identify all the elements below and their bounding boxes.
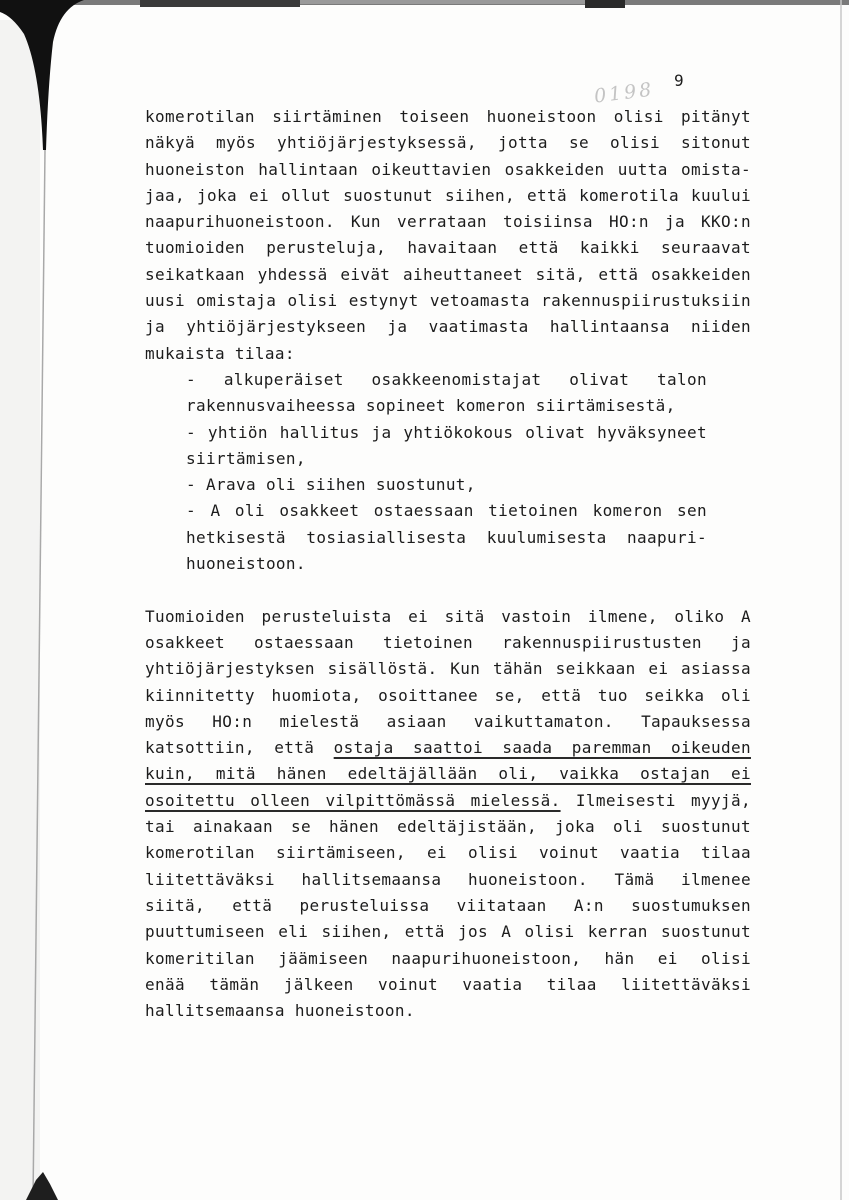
list-item-line: - yhtiön hallitus ja yhtiökokous olivat hyväksyneet [186, 422, 707, 442]
text-line: komerotilan siirtämiseen, ei olisi voinut vaatia tilaa [145, 843, 751, 863]
text-line: mukaista tilaa: [145, 343, 295, 363]
text-line: Tuomioiden perusteluista ei sitä vastoin ilmene, oliko A [145, 606, 751, 626]
text-line: uusi omistaja olisi estynyt vetoamasta rakennuspiirustuksiin [145, 291, 751, 311]
underlined-phrase: ostaja saattoi saada paremman oikeuden [333, 738, 751, 758]
list-item [145, 367, 751, 420]
list-item-line: huoneistoon. [186, 554, 306, 574]
text-line: tai ainakaan se hänen edeltäjistään, joka oli suostunut [145, 817, 751, 837]
underlined-phrase: kuin, mitä hänen edeltäjällään oli, vaikka ostajan ei [145, 764, 751, 784]
list-item [145, 498, 751, 577]
paragraph-gap [145, 577, 751, 603]
list-item-line: hetkisestä tosiasiallisesta kuulumisesta naapuri- [186, 527, 707, 547]
text-line: osakkeet ostaessaan tietoinen rakennuspiirustusten ja [145, 632, 751, 652]
line-text: katsottiin, että [145, 738, 334, 758]
list-item-line: rakennusvaiheessa sopineet komeron siirtämisestä, [186, 396, 676, 416]
text-line: siitä, että perusteluissa viitataan A:n suostumuksen [145, 895, 751, 915]
text-line [145, 788, 751, 814]
list-item-line: - Arava oli siihen suostunut, [186, 475, 476, 495]
text-line: jaa, joka ei ollut suostunut siihen, että komerotila kuului [145, 185, 751, 205]
handwritten-archive-mark: 0198 [592, 78, 656, 108]
text-line: yhtiöjärjestyksen sisällöstä. Kun tähän seikkaan ei asiassa [145, 659, 751, 679]
list-item [145, 420, 751, 473]
underlined-phrase: osoitettu olleen vilpittömässä mielessä. [145, 790, 561, 810]
text-line: naapurihuoneistoon. Kun verrataan toisiinsa HO:n ja KKO:n [145, 212, 751, 232]
text-line: komeritilan jäämiseen naapurihuoneistoon, hän ei olisi [145, 948, 751, 968]
paragraph-2 [145, 604, 751, 1025]
text-line: enää tämän jälkeen voinut vaatia tilaa liitettäväksi [145, 974, 751, 994]
text-line: hallitsemaansa huoneistoon. [145, 1001, 415, 1021]
page-number: 9 [674, 71, 684, 90]
text-line [145, 761, 751, 787]
text-line: myös HO:n mielestä asiaan vaikuttamaton. Tapauksessa [145, 711, 751, 731]
text-line: liitettäväksi hallitsemaansa huoneistoon. Tämä ilmenee [145, 869, 751, 889]
document-body [145, 104, 751, 1024]
text-line: komerotilan siirtäminen toiseen huoneistoon olisi pitänyt [145, 107, 751, 126]
text-line: huoneiston hallintaan oikeuttavien osakkeiden uutta omista- [145, 159, 751, 179]
text-line: tuomioiden perusteluja, havaitaan että kaikki seuraavat [145, 238, 751, 258]
conditions-list [145, 367, 751, 577]
paragraph-1 [145, 104, 751, 367]
text-line [145, 735, 751, 761]
list-item-line: - A oli osakkeet ostaessaan tietoinen komeron sen [186, 501, 707, 521]
text-line: ja yhtiöjärjestykseen ja vaatimasta hallintaansa niiden [145, 317, 751, 337]
text-line: puuttumiseen eli siihen, että jos A olisi kerran suostunut [145, 922, 751, 942]
list-item [145, 472, 751, 498]
list-item-line: - alkuperäiset osakkeenomistajat olivat talon [186, 369, 707, 389]
text-line: seikatkaan yhdessä eivät aiheuttaneet sitä, että osakkeiden [145, 264, 751, 284]
text-line: näkyä myös yhtiöjärjestyksessä, jotta se olisi sitonut [145, 133, 751, 153]
list-item-line: siirtämisen, [186, 448, 306, 468]
line-text: Ilmeisesti myyjä, [560, 790, 751, 810]
text-line: kiinnitetty huomiota, osoittanee se, että tuo seikka oli [145, 685, 751, 705]
